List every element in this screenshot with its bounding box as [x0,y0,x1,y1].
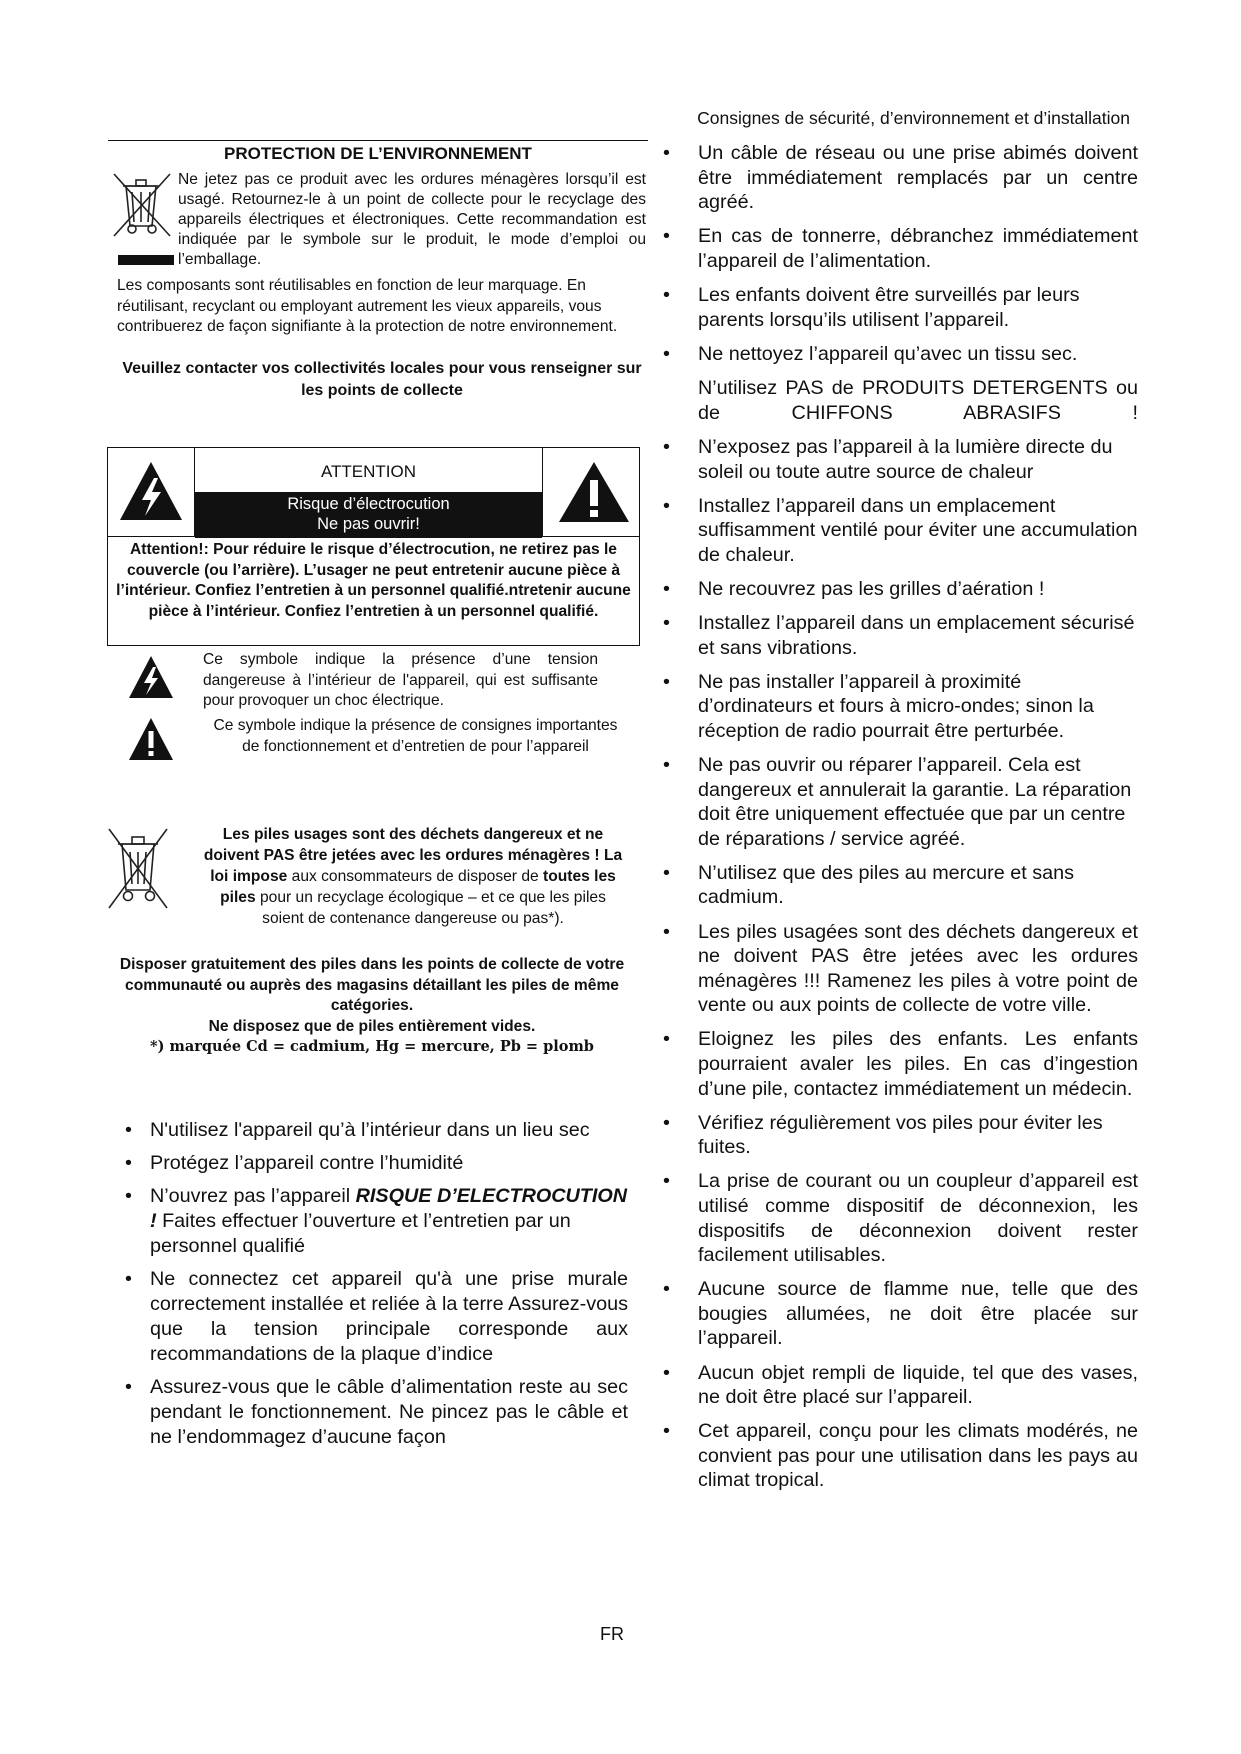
list-item: • Aucun objet rempli de liquide, tel que des vases, ne doit être placé sur l’appareil. [663,1361,1138,1409]
list-item: • Ne recouvrez pas les grilles d’aération ! [663,577,1045,600]
list-item: • Cet appareil, conçu pour les climats modérés, ne convient pas pour une utilisation dans les pays au climat tropical. [663,1420,1138,1492]
right-safety-list [660,141,1138,1503]
list-item: • Aucune source de flamme nue, telle que des bougies allumées, ne doit être placée sur l’appareil. [663,1278,1138,1350]
list-item: • Installez l’appareil dans un emplacement suffisamment ventilé pour éviter une accumulation de chaleur. [663,494,1138,566]
attention-divider [108,536,639,537]
list-item: • Ne pas ouvrir ou réparer l’appareil. Cela est dangereux et annulerait la garantie. La réparation doit être uniquement effectuée que par un centre de réparations / service agréé. [663,753,1132,850]
list-item: • Vérifiez régulièrement vos piles pour éviter les fuites. [663,1111,1103,1159]
cleaning-note: N’utilisez PAS de PRODUITS DETERGENTS ou de CHIFFONS ABRASIFS ! [698,377,1138,424]
list-item: • Les enfants doivent être surveillés par leurs parents lorsqu’ils utilisent l’appareil. [663,283,1080,331]
list-item: • Ne connectez cet appareil qu'à une prise murale correctement installée et reliée à la terre Assurez-vous que la tension principale corresponde aux recommandations de la plaque d’indice [125,1268,628,1365]
list-item: • N’utilisez que des piles au mercure et sans cadmium. [663,861,1075,909]
left-safety-list [118,1118,628,1458]
page-header: Consignes de sécurité, d’environnement et d’installation [697,108,1130,128]
battery-dispose-text: Disposer gratuitement des piles dans les points de collecte de votre communauté ou auprès des magasins détaillant les piles de même catégories. [119,956,625,1014]
list-item: • N’ouvrez pas l’appareil RISQUE D’ELECTROCUTION ! Faites effectuer l’ouverture et l’entretien par un personnel qualifié [125,1185,628,1257]
list-item: • N'utilisez l'appareil qu’à l’intérieur dans un lieu sec [125,1119,590,1141]
list-item: • Installez l’appareil dans un emplacement sécurisé et sans vibrations. [663,612,1135,659]
list-item: • Protégez l’appareil contre l’humidité [125,1152,464,1174]
shock-risk-emphasis: RISQUE D’ELECTROCUTION ! [150,1185,628,1232]
environment-title: PROTECTION DE L’ENVIRONNEMENT [108,140,648,164]
attention-panel [194,448,543,536]
battery-text-bold-2: toutes les piles [220,868,616,906]
exclamation-symbol-icon [128,717,174,761]
list-item: • En cas de tonnerre, débranchez immédiatement l’appareil de l’alimentation. [663,225,1138,272]
list-item: • Un câble de réseau ou une prise abimés doivent être immédiatement remplacés par un centre agréé. [663,142,1138,214]
list-item: • La prise de courant ou un coupleur d’appareil est utilisé comme dispositif de déconnexion, les dispositifs de déconnexion doivent rester facilement utilisables. [663,1170,1138,1267]
list-item: • Assurez-vous que le câble d’alimentation reste au sec pendant le fonctionnement. Ne pincez pas le câble et ne l’endommagez d’aucune façon [125,1376,628,1448]
attention-warning-banner [195,492,542,538]
attention-label: ATTENTION [320,462,417,481]
battery-footnote: *) marquée Cd = cadmium, Hg = mercure, Pb = plomb [150,1038,594,1055]
list-item: • N’exposez pas l’appareil à la lumière directe du soleil ou toute autre source de chaleur [663,435,1113,483]
weee-bar [118,255,174,265]
lightning-symbol-explanation: Ce symbole indique la présence d’une tension dangereuse à l’intérieur de l'appareil, qui est suffisante pour provoquer un choc électrique. [203,651,598,709]
attention-text: Attention!: Pour réduire le risque d’électrocution, ne retirez pas le couvercle (ou l’arrière). L’usager ne peut entretenir aucune pièce à l’intérieur. Confiez l’entretien à un personnel qualifié.ntretenir aucune pièce à l’intérieur. Confiez l’entretien à un personnel qualifié. [116,541,631,620]
page-language-footer: FR [600,1624,624,1644]
battery-empty-only: Ne disposez que de piles entièrement vides. [208,1017,536,1035]
environment-contact-note: Veuillez contacter vos collectivités locales pour vous renseigner sur les points de collecte [122,360,642,399]
warning-line-1: Risque d’électrocution [287,495,450,513]
warning-line-2: Ne pas ouvrir! [317,515,420,533]
battery-text-normal: aux consommateurs de disposer de [287,868,544,885]
crossed-bin-icon [110,170,174,240]
battery-text-normal-2: pour un recyclage écologique – et ce que les piles soient de contenance dangereuse ou pas*). [255,889,606,927]
exclamation-symbol-explanation: Ce symbole indique la présence de consignes importantes de fonctionnement et d’entretien de pour l’appareil [213,717,618,755]
list-item: • Eloignez les piles des enfants. Les enfants pourraient avaler les piles. En cas d’ingestion d’une pile, contactez immédiatement un médecin. [663,1028,1138,1100]
battery-collection-note [117,955,627,1037]
battery-disposal-text [203,824,623,929]
lightning-symbol-icon [128,655,174,699]
environment-paragraph: Ne jetez pas ce produit avec les ordures ménagères lorsqu’il est usagé. Retournez-le à un point de collecte pour le recyclage des appareils électriques et électroniques. Cette recommandation est indiquée par le symbole sur le produit, le mode d’emploi ou l’emballage. [178,171,646,268]
exclamation-warning-icon [557,460,631,524]
attention-box [107,447,640,646]
list-item: • Ne nettoyez l’appareil qu’avec un tissu sec. N’utilisez PAS de PRODUITS DETERGENTS ou de CHIFFONS ABRASIFS ! [663,342,1138,424]
environment-paragraph-2: Les composants sont réutilisables en fonction de leur marquage. En réutilisant, recyclant ou employant autrement les vieux appareils, vous contribuerez de façon signifiante à la protection de notre environnement. [117,277,618,335]
list-item: • Ne pas installer l’appareil à proximité d’ordinateurs et fours à micro-ondes; sinon la réception de radio pourrait être perturbée. [663,670,1094,742]
lightning-warning-icon [118,460,184,522]
battery-text-bold: Les piles usages sont des déchets dangereux et ne doivent PAS être jetées avec les ordures ménagères ! La loi impose [203,826,623,885]
list-item: • Les piles usagées sont des déchets dangereux et ne doivent PAS être jetées avec les ordures ménagères !!! Ramenez les piles à votre point de vente ou aux points de collecte de votre ville. [663,920,1138,1017]
battery-bin-icon [106,826,170,912]
